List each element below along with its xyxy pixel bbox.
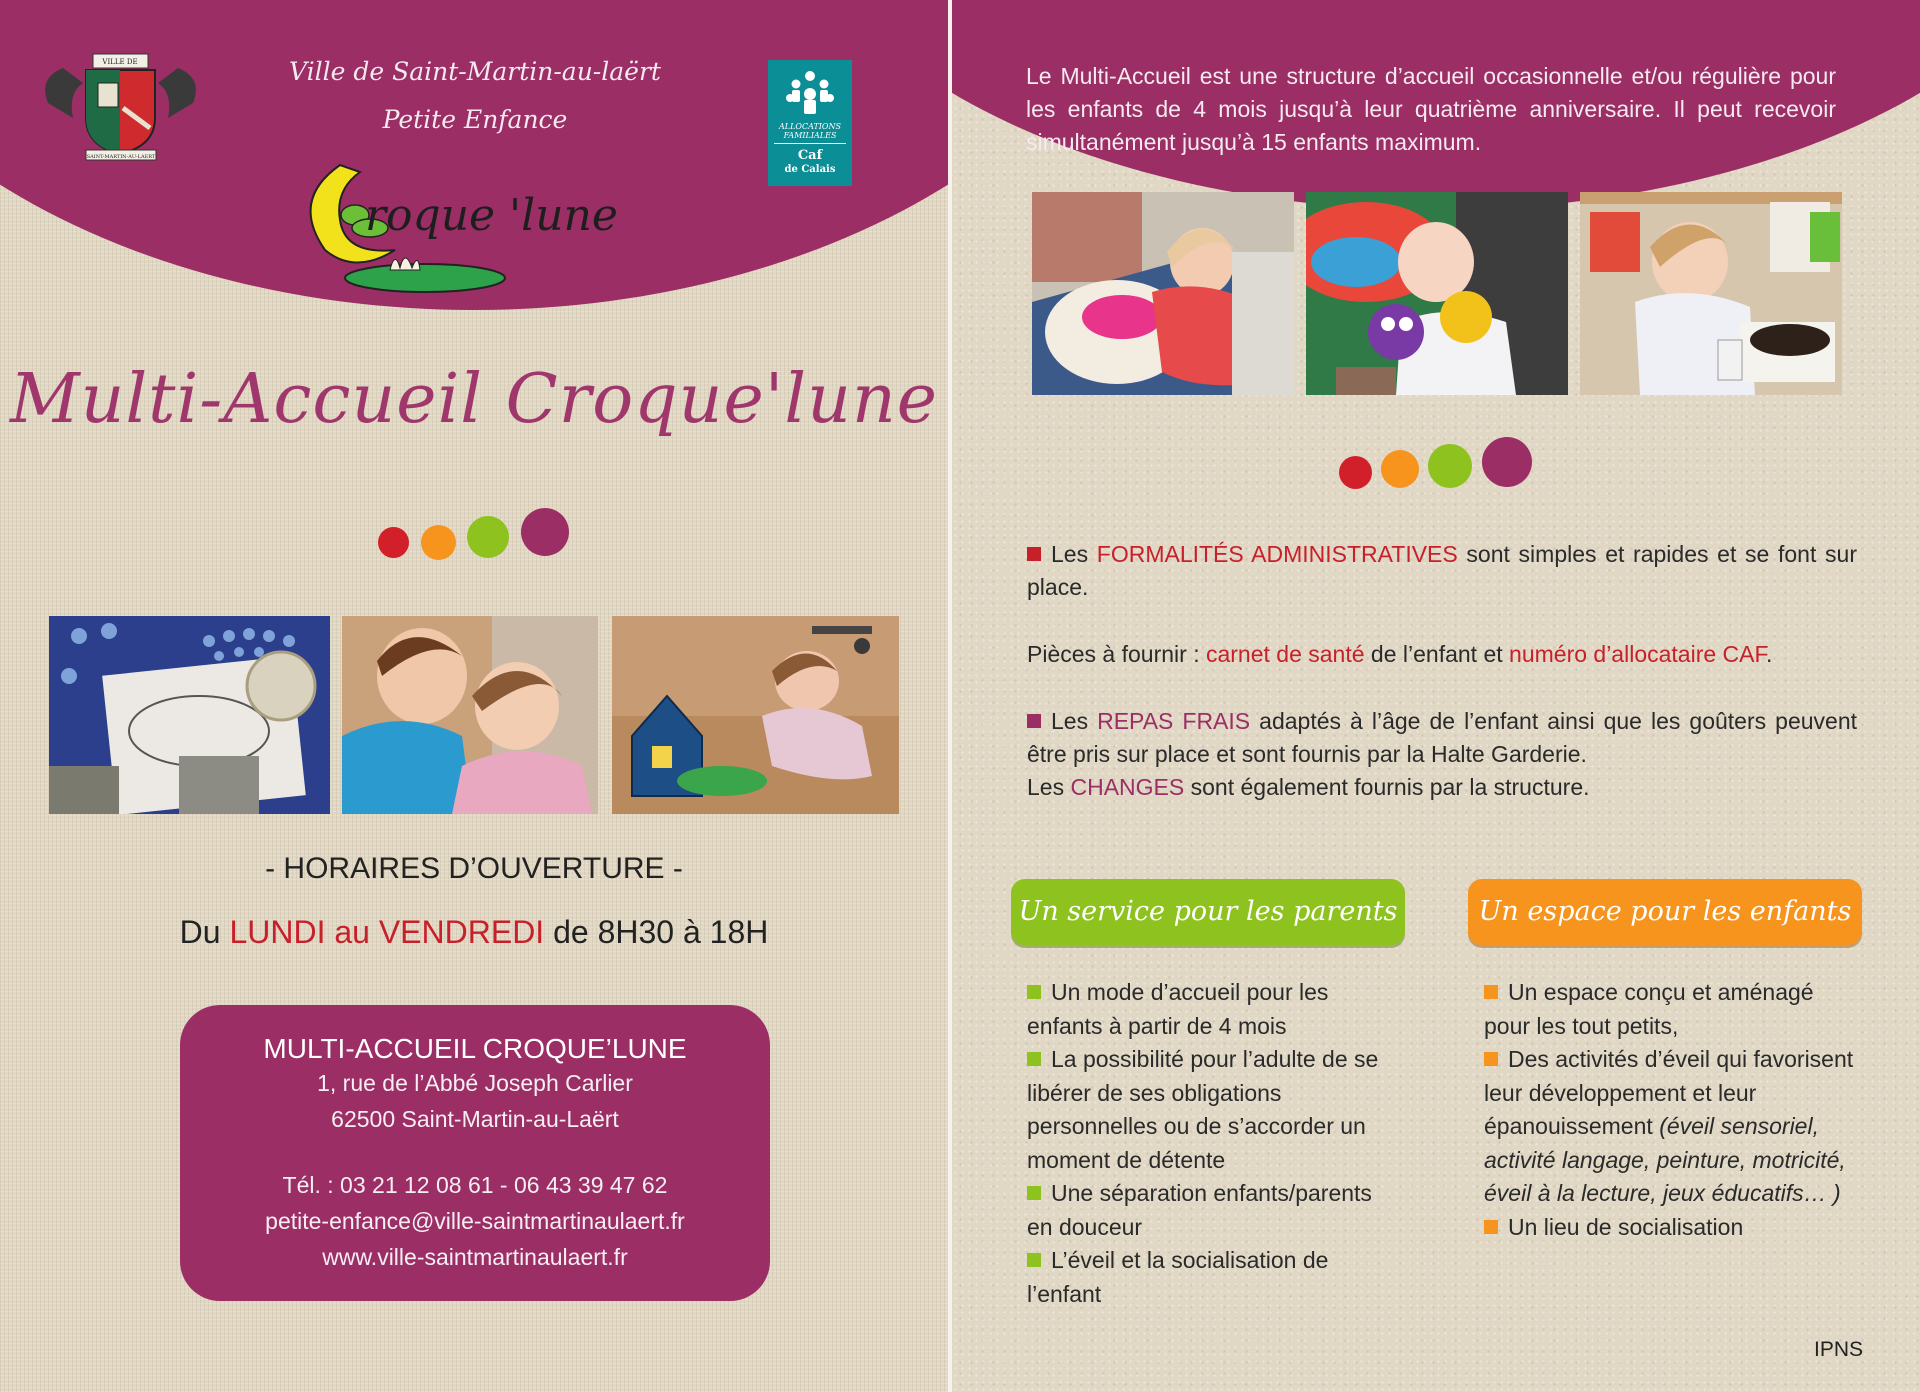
enfants-section-header: Un espace pour les enfants: [1468, 879, 1862, 945]
bullet-square-icon: [1027, 1253, 1041, 1267]
contact-phone: Tél. : 03 21 12 08 61 - 06 43 39 47 62: [282, 1172, 668, 1198]
repas-paragraph: Les REPAS FRAIS adaptés à l’âge de l’enfant ainsi que les goûters peuvent être pris sur place et sont fournis par la Halte Garderie.: [1027, 708, 1857, 767]
right-panel: [952, 0, 1920, 1392]
decor-dot-green: [467, 516, 509, 558]
contact-name: MULTI-ACCUEIL CROQUE’LUNE: [263, 1033, 687, 1064]
pieces-paragraph: Pièces à fournir : carnet de santé de l’enfant et numéro d’allocataire CAF.: [1027, 641, 1773, 667]
caf-family-icon: [768, 64, 852, 124]
formalites-highlight: FORMALITÉS ADMINISTRATIVES: [1096, 541, 1458, 567]
contact-box: [180, 1005, 770, 1301]
page-title: Multi-Accueil Croque'lune: [10, 360, 938, 439]
caf-text-caf: Caf: [797, 148, 823, 163]
photo-children-hugging: [342, 616, 598, 814]
footer-ipns: IPNS: [1814, 1338, 1864, 1361]
list-item: Des activités d’éveil qui favorisent leur développement et leur épanouissement (éveil sensoriel, activité langage, peinture, motricité, éveil à la lecture, jeux éducatifs… ): [1484, 1046, 1854, 1206]
bullet-square-icon: [1484, 1052, 1498, 1066]
decor-dot-purple: [1482, 437, 1532, 487]
header-line2: Petite Enfance: [382, 105, 568, 134]
caf-logo: [768, 60, 852, 186]
formalites-paragraph: Les FORMALITÉS ADMINISTRATIVES sont simples et rapides et se font sur place.: [1027, 541, 1857, 600]
enfants-list: [1484, 976, 1854, 1244]
contact-website[interactable]: www.ville-saintmartinaulaert.fr: [322, 1244, 628, 1270]
contact-address1: 1, rue de l’Abbé Joseph Carlier: [317, 1070, 633, 1096]
list-item: L’éveil et la socialisation de l’enfant: [1027, 1247, 1329, 1307]
photo-baby-toy: [1306, 192, 1568, 395]
horaires-day-vendredi: VENDREDI: [378, 914, 545, 950]
decor-dot-red: [378, 527, 409, 558]
decor-dot-orange: [421, 525, 456, 560]
horaires-day-lundi: LUNDI: [229, 914, 326, 950]
bullet-square-icon: [1027, 714, 1041, 728]
horaires-line: Du LUNDI au VENDREDI de 8H30 à 18H: [179, 914, 769, 950]
changes-highlight: CHANGES: [1070, 774, 1185, 800]
decor-dot-green: [1428, 444, 1472, 488]
parents-section-header: Un service pour les parents: [1011, 879, 1405, 945]
bullet-square-icon: [1027, 1186, 1041, 1200]
crest-bottom-text: SAINT-MARTIN-AU-LAERT: [86, 154, 156, 160]
list-item: Un espace conçu et aménagé pour les tout petits,: [1484, 979, 1814, 1039]
photo-child-painting: [1032, 192, 1294, 395]
header-line1: Ville de Saint-Martin-au-laërt: [289, 57, 661, 86]
decor-dot-orange: [1381, 450, 1419, 488]
list-item: Un mode d’accueil pour les enfants à partir de 4 mois: [1027, 979, 1329, 1039]
bullet-square-icon: [1484, 1220, 1498, 1234]
caf-text-calais: de Calais: [784, 164, 836, 175]
repas-frais-highlight: REPAS FRAIS: [1097, 708, 1251, 734]
bullet-square-icon: [1027, 1052, 1041, 1066]
photo-child-planting: [1580, 192, 1842, 395]
contact-email[interactable]: petite-enfance@ville-saintmartinaulaert.fr: [265, 1208, 685, 1234]
intro-text: Le Multi-Accueil est une structure d’accueil occasionnelle et/ou régulière pour les enfants de 4 mois jusqu’à leur quatrième anniversaire. Il peut recevoir simultanément jusqu’à 15 enfants maximum.: [1026, 63, 1836, 155]
caf-text-allocations: ALLOCATIONS FAMILIALES: [779, 122, 841, 140]
town-crest-logo: [38, 48, 203, 163]
bullet-square-icon: [1027, 547, 1041, 561]
list-item: La possibilité pour l’adulte de se libérer de ses obligations personnelles ou de s’accorder un moment de détente: [1027, 1046, 1379, 1173]
decor-dot-red: [1339, 456, 1372, 489]
changes-paragraph: Les CHANGES sont également fournis par la structure.: [1027, 774, 1590, 800]
left-panel: [0, 0, 948, 1392]
bullet-square-icon: [1484, 985, 1498, 999]
contact-address2: 62500 Saint-Martin-au-Laërt: [331, 1106, 619, 1132]
bullet-square-icon: [1027, 985, 1041, 999]
decor-dot-purple: [521, 508, 569, 556]
list-item: Une séparation enfants/parents en douceur: [1027, 1180, 1372, 1240]
photo-child-drawing: [49, 616, 330, 814]
header-text: [250, 48, 700, 144]
parents-list: [1027, 976, 1397, 1311]
carnet-sante-highlight: carnet de santé: [1205, 641, 1365, 667]
croque-lune-logo-text: roque 'lune: [365, 190, 618, 241]
horaires-title: - HORAIRES D’OUVERTURE -: [265, 852, 683, 885]
list-item: Un lieu de socialisation: [1484, 1211, 1854, 1245]
numero-caf-highlight: numéro d’allocataire CAF: [1509, 641, 1766, 667]
crest-top-text: VILLE DE: [102, 58, 138, 66]
photo-baby-playing: [612, 616, 899, 814]
